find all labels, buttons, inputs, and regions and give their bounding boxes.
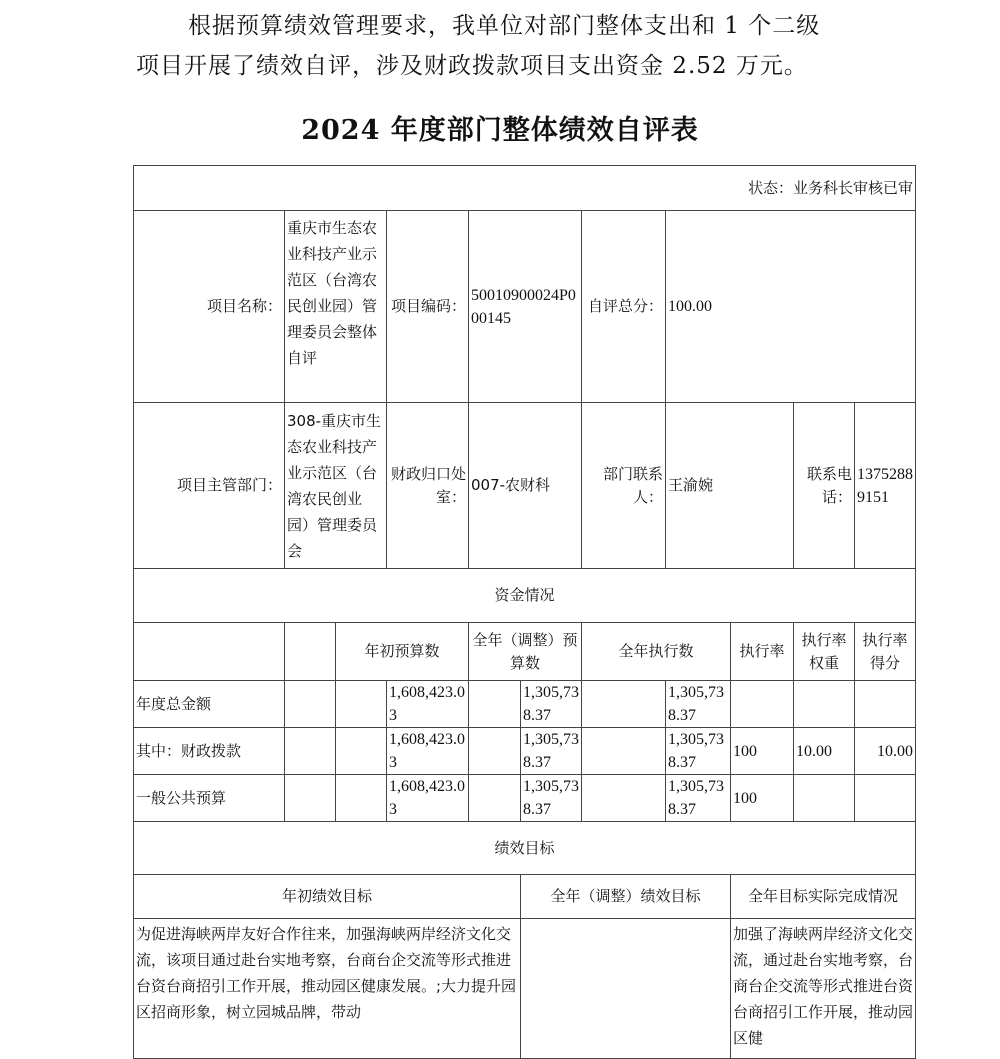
contact-value: 王渝婉 — [666, 403, 794, 569]
funds-row-executed: 1,305,738.37 — [666, 728, 731, 775]
intro-paragraph — [136, 6, 896, 86]
funds-header-score: 执行率得分 — [855, 623, 916, 681]
funds-section-title: 资金情况 — [134, 569, 916, 623]
intro-line-2: 项目开展了绩效自评，涉及财政拨款项目支出资金 2.52 万元。 — [136, 53, 808, 79]
funds-row-label: 一般公共预算 — [134, 775, 285, 822]
intro-line-1: 根据预算绩效管理要求，我单位对部门整体支出和 1 个二级 — [188, 13, 821, 39]
funds-row-adjusted: 1,305,738.37 — [521, 681, 582, 728]
funds-row-adjusted: 1,305,738.37 — [521, 728, 582, 775]
dept-label: 项目主管部门： — [134, 403, 285, 569]
project-code-value: 50010900024P000145 — [469, 211, 582, 403]
dept-value: 308-重庆市生态农业科技产业示范区（台湾农民创业园）管理委员会 — [285, 403, 387, 569]
funds-row-executed: 1,305,738.37 — [666, 775, 731, 822]
evaluation-table — [133, 165, 916, 1059]
funds-row-score — [855, 681, 916, 728]
goals-initial-text: 为促进海峡两岸友好合作往来，加强海峡两岸经济文化交流，该项目通过赴台实地考察，台商台企交流等形式推进台资台商招引工作开展，推动园区健康发展。;大力提升园区招商形象，树立园城品牌，带动 — [134, 919, 521, 1059]
goals-header-initial: 年初绩效目标 — [134, 875, 521, 919]
funds-row-score: 10.00 — [855, 728, 916, 775]
funds-row-label: 年度总金额 — [134, 681, 285, 728]
funds-row-initial: 1,608,423.03 — [387, 775, 469, 822]
funds-header-weight: 执行率权重 — [794, 623, 855, 681]
finance-office-label: 财政归口处室： — [387, 403, 469, 569]
table-row — [134, 681, 916, 728]
goals-adjusted-text — [521, 919, 731, 1059]
project-name-value: 重庆市生态农业科技产业示范区（台湾农民创业园）管理委员会整体自评 — [285, 211, 387, 403]
funds-row-rate — [731, 681, 794, 728]
table-row — [134, 728, 916, 775]
funds-row-label: 其中：财政拨款 — [134, 728, 285, 775]
funds-row-rate: 100 — [731, 775, 794, 822]
funds-header-blank — [134, 623, 285, 681]
funds-header-rate: 执行率 — [731, 623, 794, 681]
finance-office-value: 007-农财科 — [469, 403, 582, 569]
project-name-label: 项目名称： — [134, 211, 285, 403]
phone-label: 联系电话： — [794, 403, 855, 569]
funds-row-weight — [794, 775, 855, 822]
funds-header-blank-2 — [285, 623, 336, 681]
funds-row-weight: 10.00 — [794, 728, 855, 775]
contact-label: 部门联系人： — [582, 403, 666, 569]
goals-section-title: 绩效目标 — [134, 822, 916, 875]
goals-actual-text: 加强了海峡两岸经济文化交流，通过赴台实地考察，台商台企交流等形式推进台资台商招引工作开展，推动园区健 — [731, 919, 916, 1059]
funds-row-rate: 100 — [731, 728, 794, 775]
project-code-label: 项目编码： — [387, 211, 469, 403]
goals-header-adjusted: 全年（调整）绩效目标 — [521, 875, 731, 919]
status-cell: 状态：业务科长审核已审 — [134, 166, 916, 211]
funds-row-initial: 1,608,423.03 — [387, 728, 469, 775]
funds-row-adjusted: 1,305,738.37 — [521, 775, 582, 822]
phone-value: 13752889151 — [855, 403, 916, 569]
funds-row-initial: 1,608,423.03 — [387, 681, 469, 728]
funds-header-adjusted: 全年（调整）预算数 — [469, 623, 582, 681]
funds-header-executed: 全年执行数 — [582, 623, 731, 681]
goals-header-actual: 全年目标实际完成情况 — [731, 875, 916, 919]
funds-row-score — [855, 775, 916, 822]
funds-row-executed: 1,305,738.37 — [666, 681, 731, 728]
funds-row-weight — [794, 681, 855, 728]
table-row — [134, 775, 916, 822]
score-total-value: 100.00 — [666, 211, 916, 403]
funds-header-initial: 年初预算数 — [336, 623, 469, 681]
score-total-label: 自评总分： — [582, 211, 666, 403]
page-title: 2024 年度部门整体绩效自评表 — [301, 115, 699, 146]
